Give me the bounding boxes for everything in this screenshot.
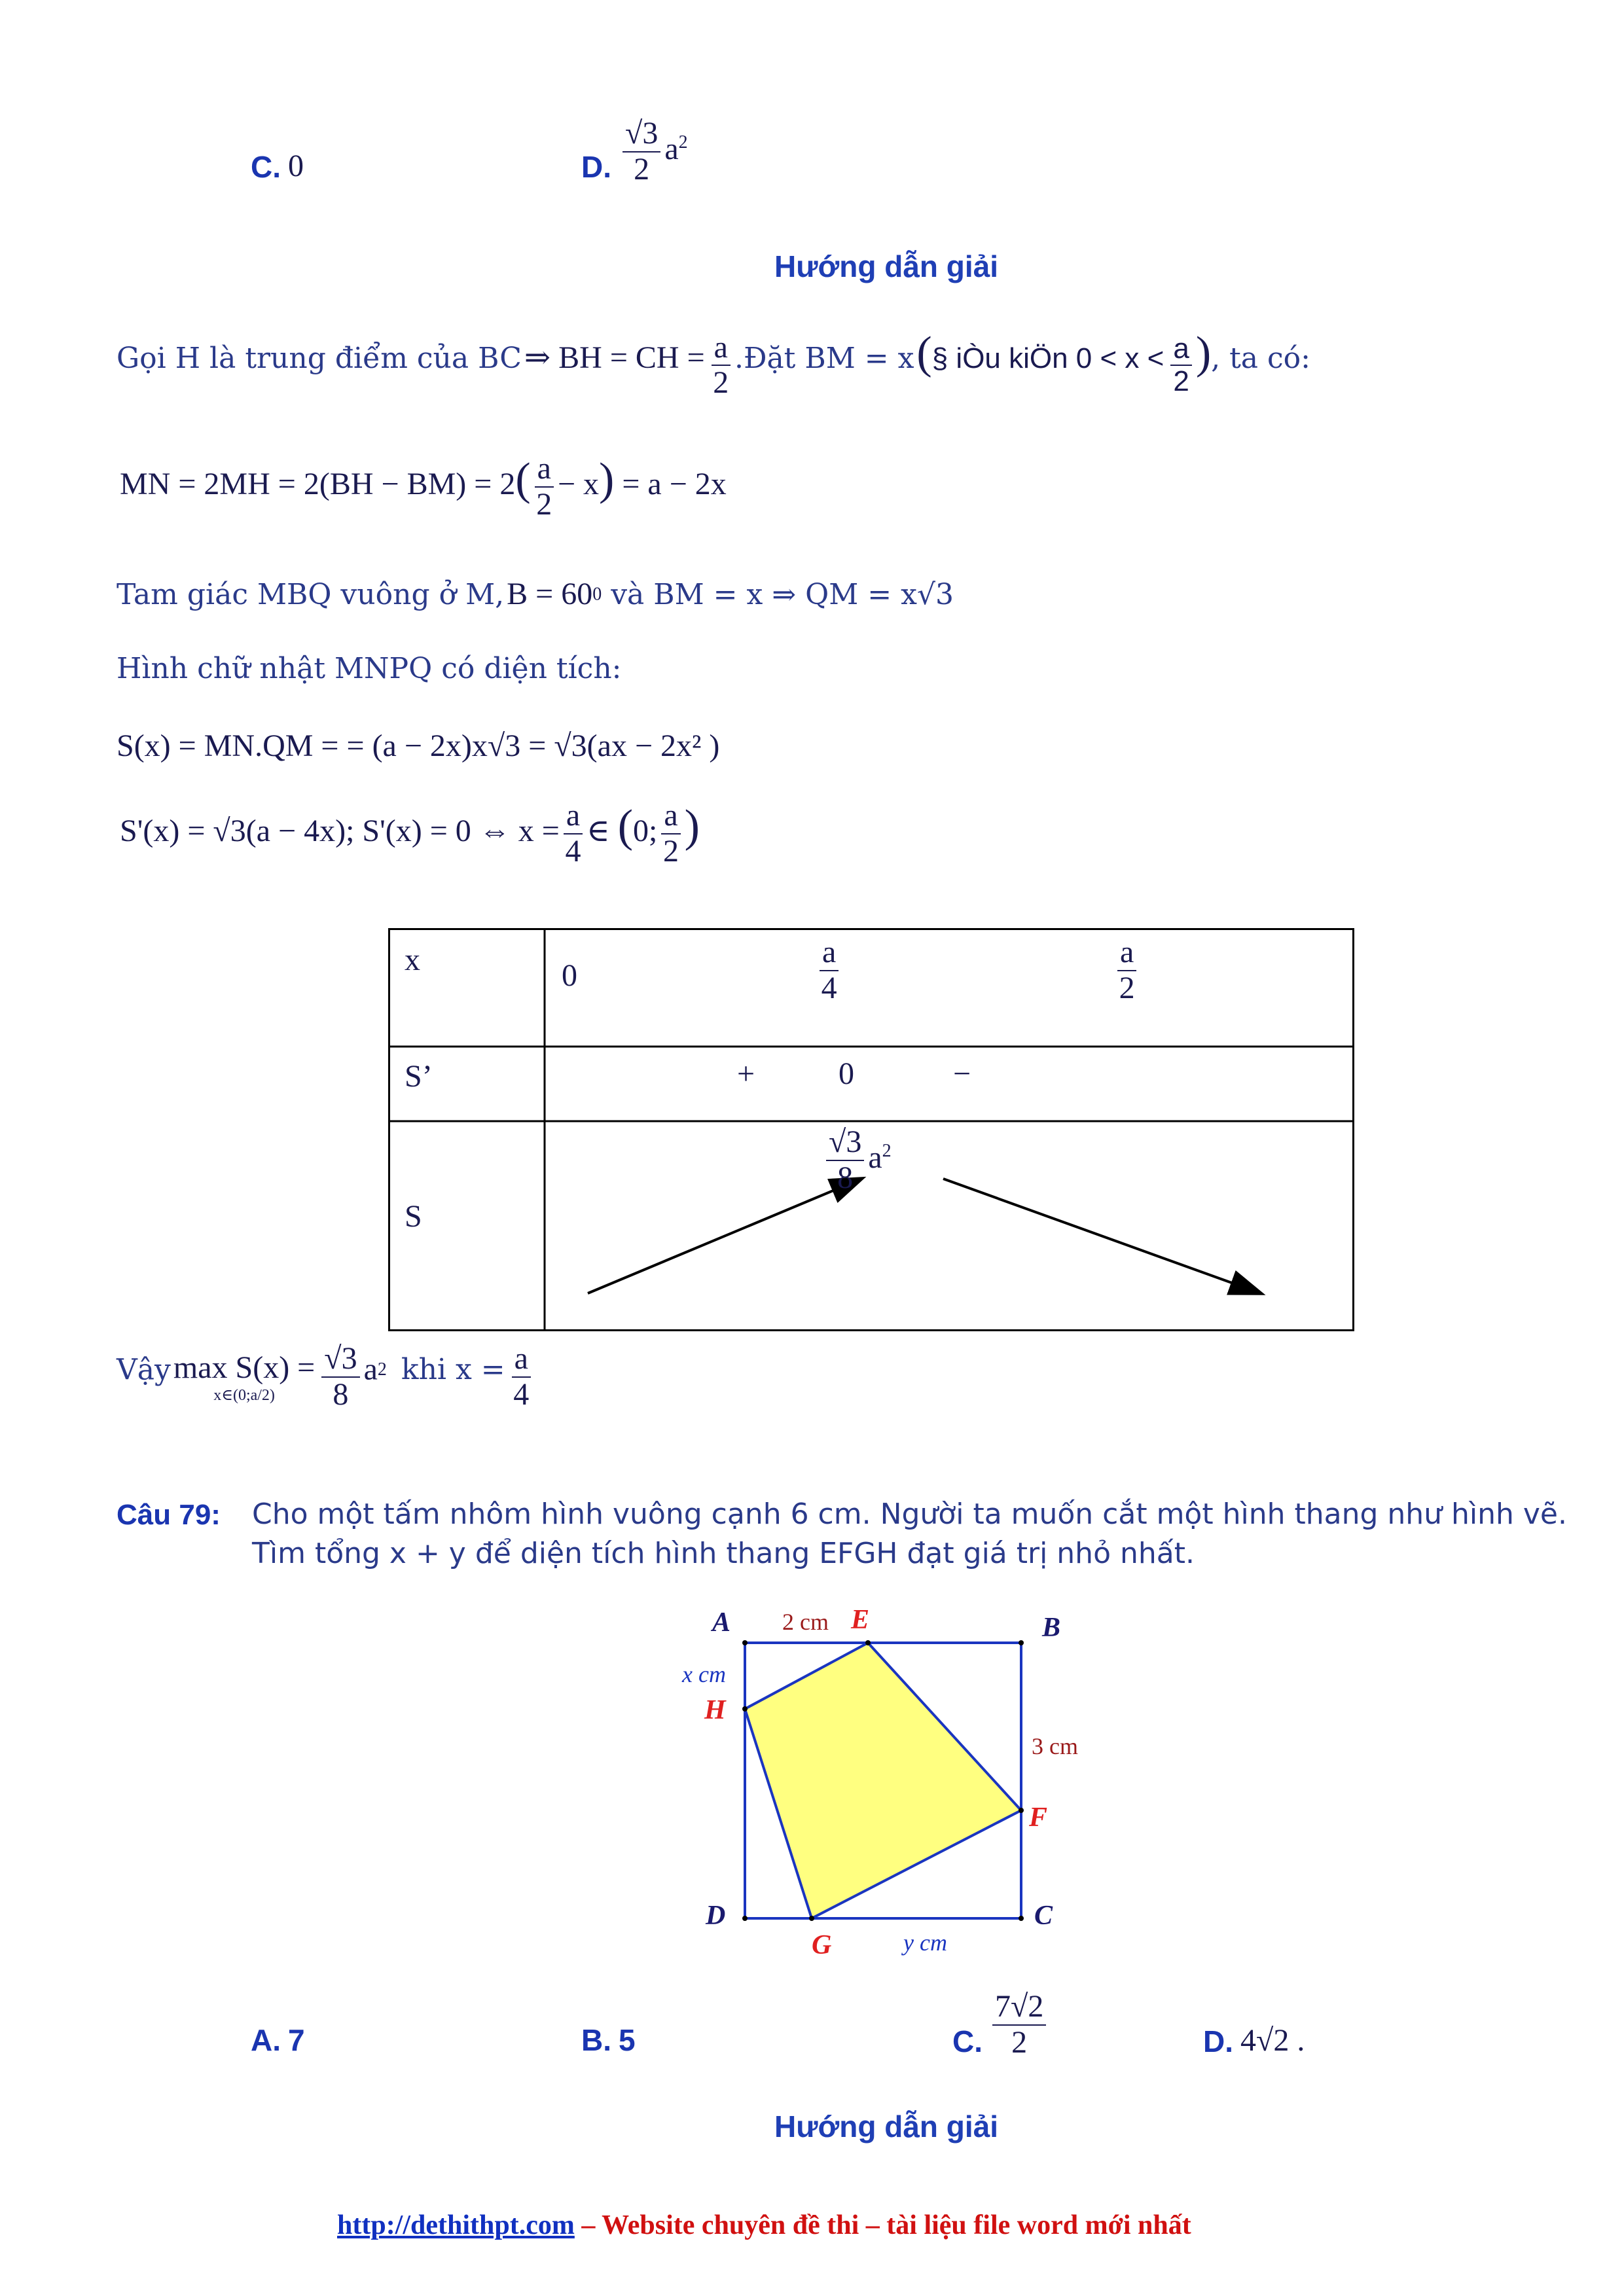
- label-b: B: [1042, 1613, 1061, 1643]
- answer-c-value: $\frac{7√2}{2}$: [992, 1990, 1046, 2060]
- answer-d-value: 4√2 .: [1240, 2023, 1305, 2058]
- answer-a-value: 7: [288, 2023, 305, 2057]
- footer: [337, 2210, 1191, 2241]
- label-c: C: [1034, 1901, 1053, 1931]
- question-79-label: Câu 79:: [117, 1499, 221, 1531]
- decrease-arrow: [943, 1179, 1261, 1293]
- solution-line-2: MN = 2MH = 2(BH − BM) = 2( $\frac{a}{2}$ − x) = a − 2x: [120, 451, 727, 522]
- answer-b-value: 5: [619, 2023, 636, 2057]
- label-a: A: [712, 1607, 731, 1638]
- choice-c-label: C.: [251, 150, 281, 184]
- question-79-line1: Cho một tấm nhôm hình vuông cạnh 6 cm. Người ta muốn cắt một hình thang như hình vẽ.: [252, 1498, 1567, 1531]
- x-mid: $\frac{a}{4}$: [820, 935, 839, 1006]
- sprime-zero: 0: [839, 1056, 854, 1091]
- question-79-line2: Tìm tổng x + y để diện tích hình thang EFGH đạt giá trị nhỏ nhất.: [252, 1537, 1195, 1570]
- row-label-x: x: [405, 942, 420, 977]
- length-gc: y cm: [903, 1929, 947, 1956]
- length-ae: 2 cm: [782, 1609, 829, 1635]
- answer-d-label: D.: [1203, 2024, 1233, 2058]
- row-label-sprime: S’: [405, 1059, 433, 1094]
- answer-a-label: A.: [251, 2023, 281, 2057]
- variation-table: [388, 928, 1354, 1331]
- solution-line-1: Gọi H là trung điểm của BC ⇒ BH = CH = $\frac{a}{2}$ .Đặt BM = x (§ iÒu kiÖn 0 < x < $\frac{a}{2}$ ), ta có:: [117, 328, 1310, 401]
- choice-c-value: 0: [288, 149, 304, 183]
- answer-b-label: B.: [581, 2023, 611, 2057]
- increase-arrow: [588, 1179, 861, 1293]
- x-start: 0: [562, 958, 577, 993]
- label-g: G: [812, 1930, 832, 1960]
- footer-text: – Website chuyên đề thi – tài liệu file word mới nhất: [574, 2210, 1191, 2240]
- answer-c-label: C.: [952, 2024, 983, 2058]
- label-e: E: [851, 1605, 870, 1635]
- conclusion-line: Vậy max S(x) = x∈(0;a/2) $\frac{√3}{8}$ $a^2$ khi x = $\frac{a}{4}$: [117, 1342, 535, 1412]
- label-h: H: [704, 1695, 726, 1725]
- sprime-minus: −: [953, 1056, 971, 1091]
- solution-line-4: Hình chữ nhật MNPQ có diện tích:: [117, 652, 622, 685]
- row-label-s: S: [405, 1199, 422, 1234]
- label-d: D: [706, 1901, 726, 1931]
- length-ah: x cm: [682, 1661, 726, 1687]
- length-bf: 3 cm: [1032, 1733, 1078, 1759]
- solution-heading: Hướng dẫn giải: [774, 249, 999, 283]
- trapezoid-figure: [668, 1597, 1113, 1964]
- choice-d-value: $\frac{√3}{2}$ $a^2$: [619, 117, 688, 187]
- solution-line-6: S'(x) = √3(a − 4x); S'(x) = 0 ⇔ x = $\frac{a}{4}$ ∈ (0; $\frac{a}{2}$ ): [120, 798, 700, 869]
- solution-heading-2: Hướng dẫn giải: [774, 2109, 999, 2144]
- choice-d-label: D.: [581, 150, 611, 184]
- s-max-value: $\frac{√3}{8}$ $a^2$: [822, 1125, 892, 1196]
- label-f: F: [1029, 1803, 1048, 1833]
- sprime-plus: +: [737, 1056, 755, 1091]
- x-end: $\frac{a}{2}$: [1117, 935, 1136, 1006]
- footer-link[interactable]: http://dethithpt.com: [337, 2210, 575, 2240]
- trapezoid-efgh: [745, 1643, 1021, 1918]
- solution-line-5: S(x) = MN.QM = = (a − 2x)x√3 = √3(ax − 2x² ): [117, 728, 720, 763]
- solution-line-3: Tam giác MBQ vuông ở M, $B = 60^0$ và BM = x ⇒ QM = x√3: [117, 577, 954, 611]
